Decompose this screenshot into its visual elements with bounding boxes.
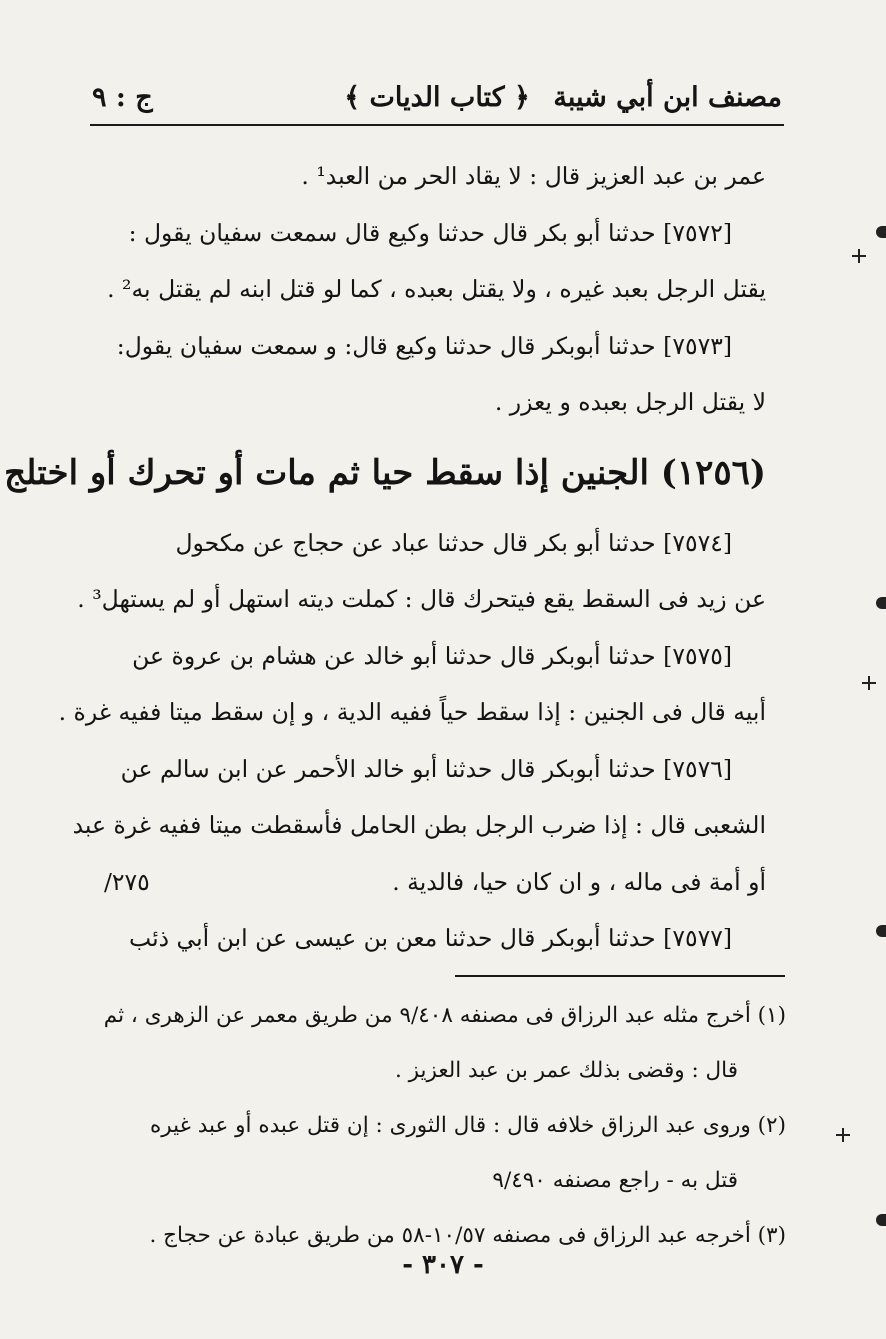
scan-edge-mark bbox=[876, 925, 886, 937]
text-line: [٧٥٧٤] حدثنا أبو بكر قال حدثنا عباد عن حجاج عن مكحول bbox=[175, 528, 732, 557]
main-text bbox=[4, 148, 766, 967]
page-number: - ٣٠٧ - bbox=[402, 1250, 484, 1280]
scan-cross-mark bbox=[862, 676, 876, 690]
scan-cross-mark bbox=[852, 249, 866, 263]
scan-edge-mark bbox=[876, 597, 886, 609]
text-line: [٧٥٧٣] حدثنا أبوبكر قال حدثنا وكيع قال: و سمعت سفيان يقول: bbox=[116, 331, 732, 360]
footnote-line: قال : وقضى بذلك عمر بن عبد العزيز . bbox=[394, 1058, 738, 1083]
text-line: يقتل الرجل بعبد غيره ، ولا يقتل بعبده ، كما لو قتل ابنه لم يقتل به² . bbox=[107, 275, 766, 303]
text-line: عمر بن عبد العزيز قال : لا يقاد الحر من العبد¹ . bbox=[301, 162, 766, 190]
book-title: مصنف ابن أبي شيبة bbox=[553, 82, 782, 113]
scan-cross-mark bbox=[836, 1128, 850, 1142]
text-line: [٧٥٧٧] حدثنا أبوبكر قال حدثنا معن بن عيسى عن ابن أبي ذئب bbox=[129, 924, 732, 952]
footnote-line: (١) أخرج مثله عبد الرزاق فى مصنفه ٩/٤٠٨ من طريق معمر عن الزهرى ، ثم bbox=[103, 1003, 786, 1028]
footnote-rule bbox=[455, 975, 785, 977]
text-line: [٧٥٧٥] حدثنا أبوبكر قال حدثنا أبو خالد عن هشام بن عروة عن bbox=[132, 641, 732, 670]
volume-number: ج : ٩ bbox=[92, 82, 153, 113]
scan-edge-mark bbox=[876, 1214, 886, 1226]
text-line bbox=[104, 854, 766, 911]
text-line: أبيه قال فى الجنين : إذا سقط حياً ففيه الدية ، و إن سقط ميتا ففيه غرة . bbox=[58, 698, 766, 726]
margin-page-reference: ٢٧٥/ bbox=[104, 867, 150, 896]
text-line: لا يقتل الرجل بعبده و يعزر . bbox=[494, 388, 766, 416]
text-line: [٧٥٧٢] حدثنا أبو بكر قال حدثنا وكيع قال سمعت سفيان يقول : bbox=[128, 218, 732, 247]
text-line: عن زيد فى السقط يقع فيتحرك قال : كملت ديته استهل أو لم يستهل³ . bbox=[77, 585, 766, 613]
section-title: ﴿ كتاب الديات ﴾ bbox=[344, 82, 530, 113]
footnote-line: (٣) أخرجه عبد الرزاق فى مصنفه ١٠/٥٧-٥٨ من طريق عبادة عن حجاج . bbox=[149, 1223, 786, 1248]
text-line-content: أو أمة فى ماله ، و ان كان حيا، فالدية . bbox=[392, 867, 766, 896]
running-header bbox=[92, 78, 782, 122]
footnote-line: قتل به - راجع مصنفه ٩/٤٩٠ bbox=[492, 1168, 738, 1193]
text-line: الشعبى قال : إذا ضرب الرجل بطن الحامل فأسقطت ميتا ففيه غرة عبد bbox=[72, 811, 766, 839]
footnote-line: (٢) وروى عبد الرزاق خلافه قال : قال الثورى : إن قتل عبده أو عبد غيره bbox=[150, 1113, 786, 1138]
header-rule bbox=[90, 124, 784, 126]
footnotes bbox=[104, 988, 786, 1263]
text-line: [٧٥٧٦] حدثنا أبوبكر قال حدثنا أبو خالد الأحمر عن ابن سالم عن bbox=[120, 754, 732, 783]
scan-edge-mark bbox=[876, 226, 886, 238]
chapter-heading: (١٢٥٦) الجنين إذا سقط حيا ثم مات أو تحرك أو اختلج bbox=[4, 452, 766, 493]
